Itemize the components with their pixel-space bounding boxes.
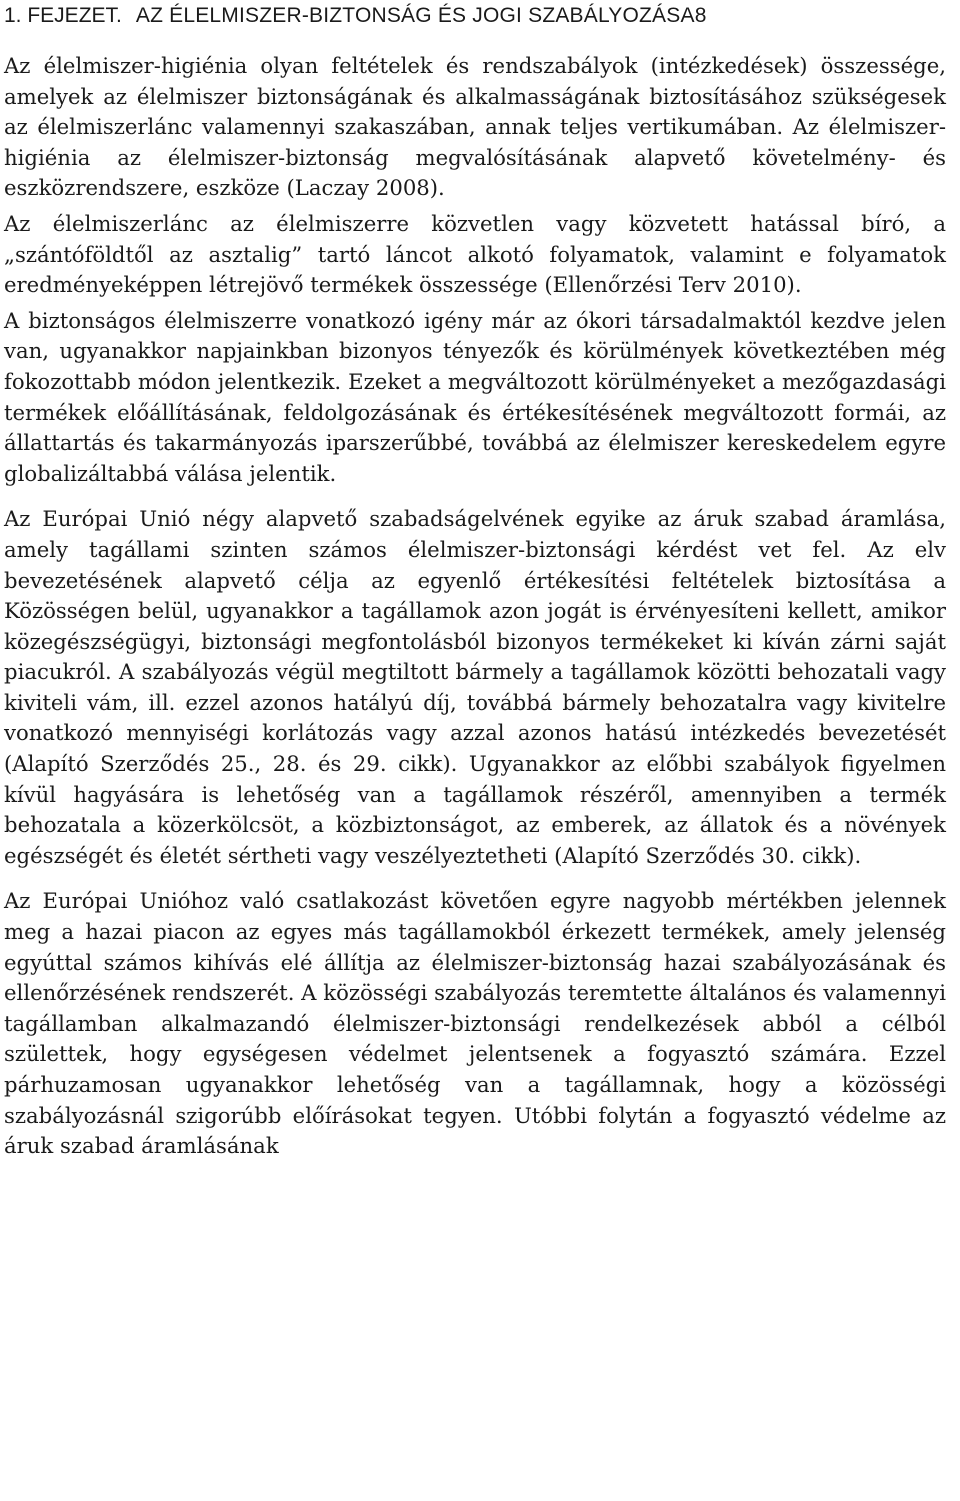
- paragraph-food-hygiene: Az élelmiszer-higiénia olyan feltételek és rendszabályok (intézkedések) összessége, amelyek az élelmiszer biztonságának és alkalmasságának biztosításához szükségesek az élelmiszerlánc valamennyi szakaszában, annak teljes vertikumában. Az élelmiszer-higiénia az élelmiszer-biztonság megvalósításának alapvető követelmény- és eszközrendszere, eszköze (Laczay 2008).: [4, 53, 946, 201]
- paragraph-safe-food-demand: A biztonságos élelmiszerre vonatkozó igény már az ókori társadalmaktól kezdve jelen van, ugyanakkor napjainkban bizonyos tényezők és körülmények következtében még fokozottabb módon jelentkezik. Ezeket a megváltozott körülményeket a mezőgazdasági termékek előállításának, feldolgozásának és értékesítésének megváltozott formái, az állattartás és takarmányozás iparszerűbbé, továbbá az élelmiszer kereskedelem egyre globalizáltabbá válása jelentik.: [4, 307, 946, 486]
- paragraph-eu-accession: Az Európai Unióhoz való csatlakozást követően egyre nagyobb mértékben jelennek meg a hazai piacon az egyes más tagállamokból érkezett termékek, amely jelenség egyúttal számos kihívás elé állítja az élelmiszer-biztonság hazai szabályozásának és ellenőrzésének rendszerét. A közösségi szabályozás teremtette általános és valamennyi tagállamban alkalmazandó élelmiszer-biztonsági rendelkezések abból a célból születtek, hogy egységesen védelmet jelentsenek a fogyasztó számára. Ezzel párhuzamosan ugyanakkor lehetőség van a tagállamnak, hogy a közösségi szabályozásnál szigorúbb előírásokat tegyen. Utóbbi folytán a fogyasztó védelme az áruk szabad áramlásának: [4, 888, 946, 1159]
- page-number: 8: [694, 4, 707, 27]
- paragraph-food-chain: Az élelmiszerlánc az élelmiszerre közvetlen vagy közvetett hatással bíró, a „szántóföldtől az asztalig” tartó láncot alkotó folyamatok, valamint e folyamatok eredményeképpen létrejövő termékek összessége (Ellenőrzési Terv 2010).: [4, 210, 946, 298]
- paragraph-eu-free-movement: Az Európai Unió négy alapvető szabadságelvének egyike az áruk szabad áramlása, amely tagállami szinten számos élelmiszer-biztonsági kérdést vet fel. Az elv bevezetésének alapvető célja az egyenlő értékesítési feltételek biztosítása a Közösségen belül, ugyanakkor a tagállamok azon jogát is érvényesíteni kellett, amikor közegészségügyi, biztonsági megfontolásból bizonyos termékeket ki kíván zárni saját piacukról. A szabályozás végül megtiltott bármely a tagállamok közötti behozatali vagy kiviteli vám, ill. ezzel azonos hatályú díj, továbbá bármely behozatalra vagy kivitelre vonatkozó mennyiségi korlátozás vagy azzal azonos hatású intézkedés bevezetését (Alapító Szerződés 25., 28. és 29. cikk). Ugyanakkor az előbbi szabályok figyelmen kívül hagyására is lehetőség van a tagállamok részéről, amennyiben a termék behozatala a közerkölcsöt, a közbiztonságot, az emberek, az állatok és a növények egészségét és életét sértheti vagy veszélyeztetheti (Alapító Szerződés 30. cikk).: [4, 506, 946, 868]
- section-title: AZ ÉLELMISZER-BIZTONSÁG ÉS JOGI SZABÁLYOZÁSA: [135, 4, 695, 27]
- body-text: [4, 51, 946, 1162]
- chapter-label: 1. FEJEZET.: [4, 4, 122, 27]
- running-header: [4, 0, 946, 31]
- document-page: [4, 0, 946, 1162]
